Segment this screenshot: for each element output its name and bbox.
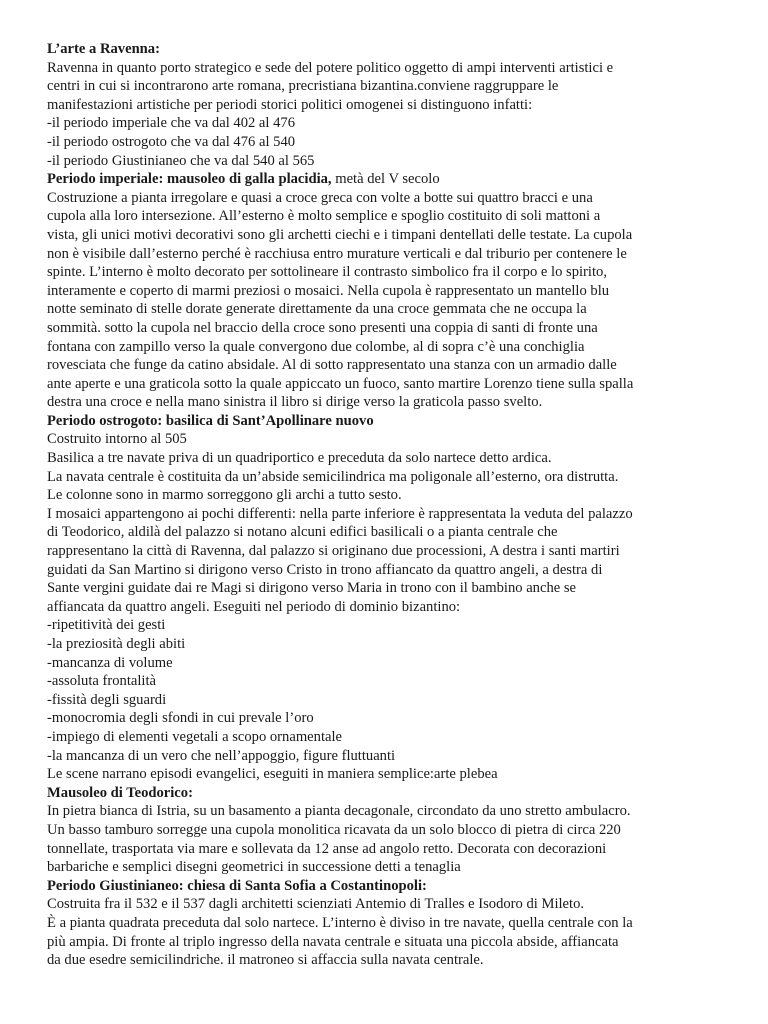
text-line: interamente e coperto di marmi preziosi o mosaici. Nella cupola è rappresentato un mantello blu [47, 282, 610, 299]
ostrogoto-section [47, 430, 730, 783]
text-line: da due esedre semicilindriche. il matroneo si affaccia sulla navata centrale. [47, 952, 484, 969]
text-line: Ravenna in quanto porto strategico e sede del potere politico oggetto di ampi interventi artistici e [47, 59, 614, 76]
text-line: guidati da San Martino si dirigono verso Cristo in trono affiancato da quattro angeli, a destra di [47, 561, 603, 578]
text-line: -mancanza di volume [47, 654, 173, 671]
text-line: più ampia. Di fronte al triplo ingresso della navata centrale e situata una piccola abside, affiancata [47, 933, 619, 950]
text-line: manifestazioni artistiche per periodi storici politici omogenei si distinguono infatti: [47, 96, 533, 113]
heading-mausoleo-teodorico: Mausoleo di Teodorico: [47, 784, 193, 801]
heading-periodo-giustinianeo: Periodo Giustinianeo: chiesa di Santa Sofia a Costantinopoli: [47, 877, 427, 894]
intro-section [47, 59, 730, 171]
text-line: I mosaici appartengono ai pochi differenti: nella parte inferiore è rappresentata la veduta del palazzo [47, 505, 633, 522]
text-line: non è visibile dall’esterno perché è racchiusa entro murature verticali e dal triburio per contenere le [47, 245, 627, 262]
text-line: spinte. L’interno è molto decorato per sottolineare il contrasto simbolico fra il corpo e lo spirito, [47, 264, 607, 281]
heading-periodo-ostrogoto: Periodo ostrogoto: basilica di Sant’Apollinare nuovo [47, 412, 374, 429]
text-line: -impiego di elementi vegetali a scopo ornamentale [47, 728, 343, 745]
text-line: -ripetitività dei gesti [47, 617, 166, 634]
text-line: -la preziosità degli abiti [47, 636, 186, 652]
text-line: destra una croce e nella mano sinistra il libro si dirige verso la graticola passo svelto. [47, 394, 543, 411]
text-line: -monocromia degli sfondi in cui prevale l’oro [47, 710, 314, 727]
text-line: rappresentano la città di Ravenna, dal palazzo si originano due processioni, A destra i santi martiri [47, 543, 620, 560]
text-line: rovesciata che funge da catino absidale. Al di sotto rappresentato una stanza con un armadio dalle [47, 357, 617, 374]
text-line: -assoluta frontalità [47, 673, 157, 690]
text-line: di Teodorico, aldilà del palazzo si notano alcuni edifici basilicali o a pianta centrale che [47, 524, 558, 541]
text-line: -il periodo Giustinianeo che va dal 540 al 565 [47, 152, 315, 169]
heading-text: Periodo imperiale: mausoleo di galla placidia, [47, 171, 332, 188]
text-line: notte seminato di stelle dorate generate direttamente da una croce gemmata che ne occupa la [47, 301, 587, 318]
text-line: barbariche e semplici disegni geometrici in successione detti a tenaglia [47, 859, 461, 876]
text-line: Costruito intorno al 505 [47, 431, 187, 448]
heading-suffix: metà del V secolo [331, 171, 440, 188]
text-line: vista, gli unici motivi decorativi sono gli archetti ciechi e i timpani dentellati delle testate. La cupola [47, 226, 633, 243]
text-line: Le colonne sono in marmo sorreggono gli archi a tutto sesto. [47, 487, 402, 504]
text-line: Le scene narrano episodi evangelici, eseguiti in maniera semplice:arte plebea [47, 766, 498, 783]
text-line: sommità. sotto la cupola nel braccio della croce sono presenti una coppia di santi di fronte una [47, 319, 598, 336]
heading-periodo-imperiale [47, 170, 730, 189]
text-line: fontana con zampillo verso la quale convergono due colombe, al di sopra c’è una conchiglia [47, 338, 585, 355]
document-title: L’arte a Ravenna: [47, 41, 160, 57]
text-line: Costruzione a pianta irregolare e quasi a croce greca con volte a botte sui quattro bracci e una [47, 189, 593, 206]
text-line: Un basso tamburo sorregge una cupola monolitica ricavata da un solo blocco di pietra di circa 220 [47, 821, 621, 838]
text-line: -il periodo imperiale che va dal 402 al 476 [47, 115, 296, 132]
text-line: centri in cui si incontrarono arte romana, precristiana bizantina.conviene raggruppare le [47, 78, 559, 95]
text-line: Costruita fra il 532 e il 537 dagli architetti scienziati Antemio di Tralles e Isodoro di Mileto. [47, 896, 585, 913]
text-line: cupola alla loro intersezione. All’esterno è molto semplice e spoglio costituito di soli mattoni a [47, 208, 601, 225]
text-line: ante aperte e una graticola sotto la quale appiccato un fuoco, santo martire Lorenzo tiene sulla spalla [47, 375, 634, 392]
teodorico-section [47, 802, 730, 876]
text-line: È a pianta quadrata preceduta dal solo nartece. L’interno è diviso in tre navate, quella centrale con la [47, 914, 633, 931]
text-line: -la mancanza di un vero che nell’appoggio, figure fluttuanti [47, 747, 396, 764]
text-line: affiancata da quattro angeli. Eseguiti nel periodo di dominio bizantino: [47, 598, 461, 615]
giustinianeo-section [47, 895, 730, 969]
text-line: In pietra bianca di Istria, su un basamento a pianta decagonale, circondato da uno stretto ambulacro. [47, 803, 631, 820]
text-line: -il periodo ostrogoto che va dal 476 al 540 [47, 133, 296, 150]
text-line: tonnellate, trasportata via mare e sollevata da 12 anse ad angolo retto. Decorata con decorazioni [47, 840, 607, 857]
text-line: La navata centrale è costituita da un’abside semicilindrica ma poligonale all’esterno, ora distrutta. [47, 468, 619, 485]
text-line: Basilica a tre navate priva di un quadriportico e preceduta da solo nartece detto ardica. [47, 450, 552, 467]
text-line: -fissità degli sguardi [47, 691, 167, 708]
imperiale-section [47, 189, 730, 412]
text-line: Sante vergini guidate dai re Magi si dirigono verso Maria in trono con il bambino anche se [47, 580, 577, 597]
